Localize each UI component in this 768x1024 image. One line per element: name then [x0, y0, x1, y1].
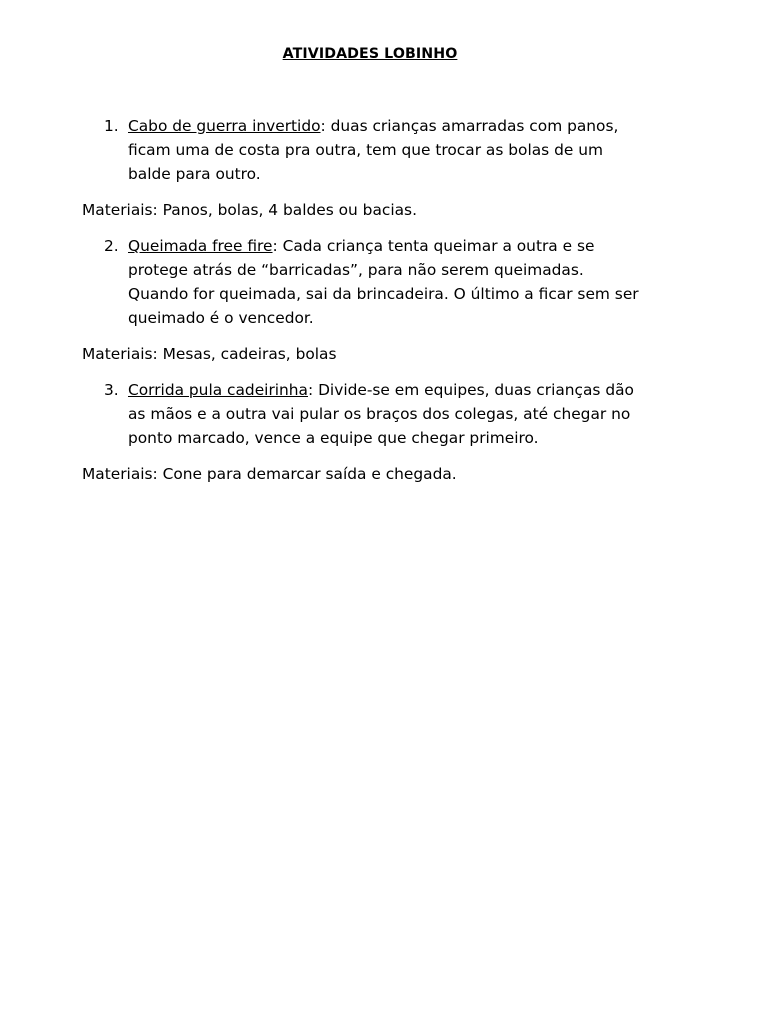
activity-number: 1. [104, 117, 119, 135]
activity-name: Queimada free fire [128, 237, 273, 255]
activity-materials-1: Materiais: Panos, bolas, 4 baldes ou bacias. [82, 201, 417, 219]
activity-number: 3. [104, 381, 119, 399]
activity-materials-3: Materiais: Cone para demarcar saída e chegada. [82, 465, 457, 483]
activity-body [128, 378, 642, 450]
activity-number: 2. [104, 237, 119, 255]
activity-item-2 [82, 234, 642, 330]
activity-item-1 [82, 114, 642, 186]
activity-body [128, 114, 642, 186]
activity-description: : Cada criança tenta queimar a outra e se protege atrás de “barricadas”, para não serem queimadas. Quando for queimada, sai da brincadeira. O último a ficar sem ser queimado é o vencedor. [128, 237, 639, 327]
activity-description: : Divide-se em equipes, duas crianças dão as mãos e a outra vai pular os braços dos colegas, até chegar no ponto marcado, vence a equipe que chegar primeiro. [128, 381, 634, 447]
activity-item-3 [82, 378, 642, 450]
activity-materials-2: Materiais: Mesas, cadeiras, bolas [82, 345, 337, 363]
activity-description: : duas crianças amarradas com panos, ficam uma de costa pra outra, tem que trocar as bolas de um balde para outro. [128, 117, 619, 183]
activity-name: Corrida pula cadeirinha [128, 381, 308, 399]
activity-name: Cabo de guerra invertido [128, 117, 321, 135]
document-title: ATIVIDADES LOBINHO [282, 46, 458, 62]
activity-body [128, 234, 642, 330]
